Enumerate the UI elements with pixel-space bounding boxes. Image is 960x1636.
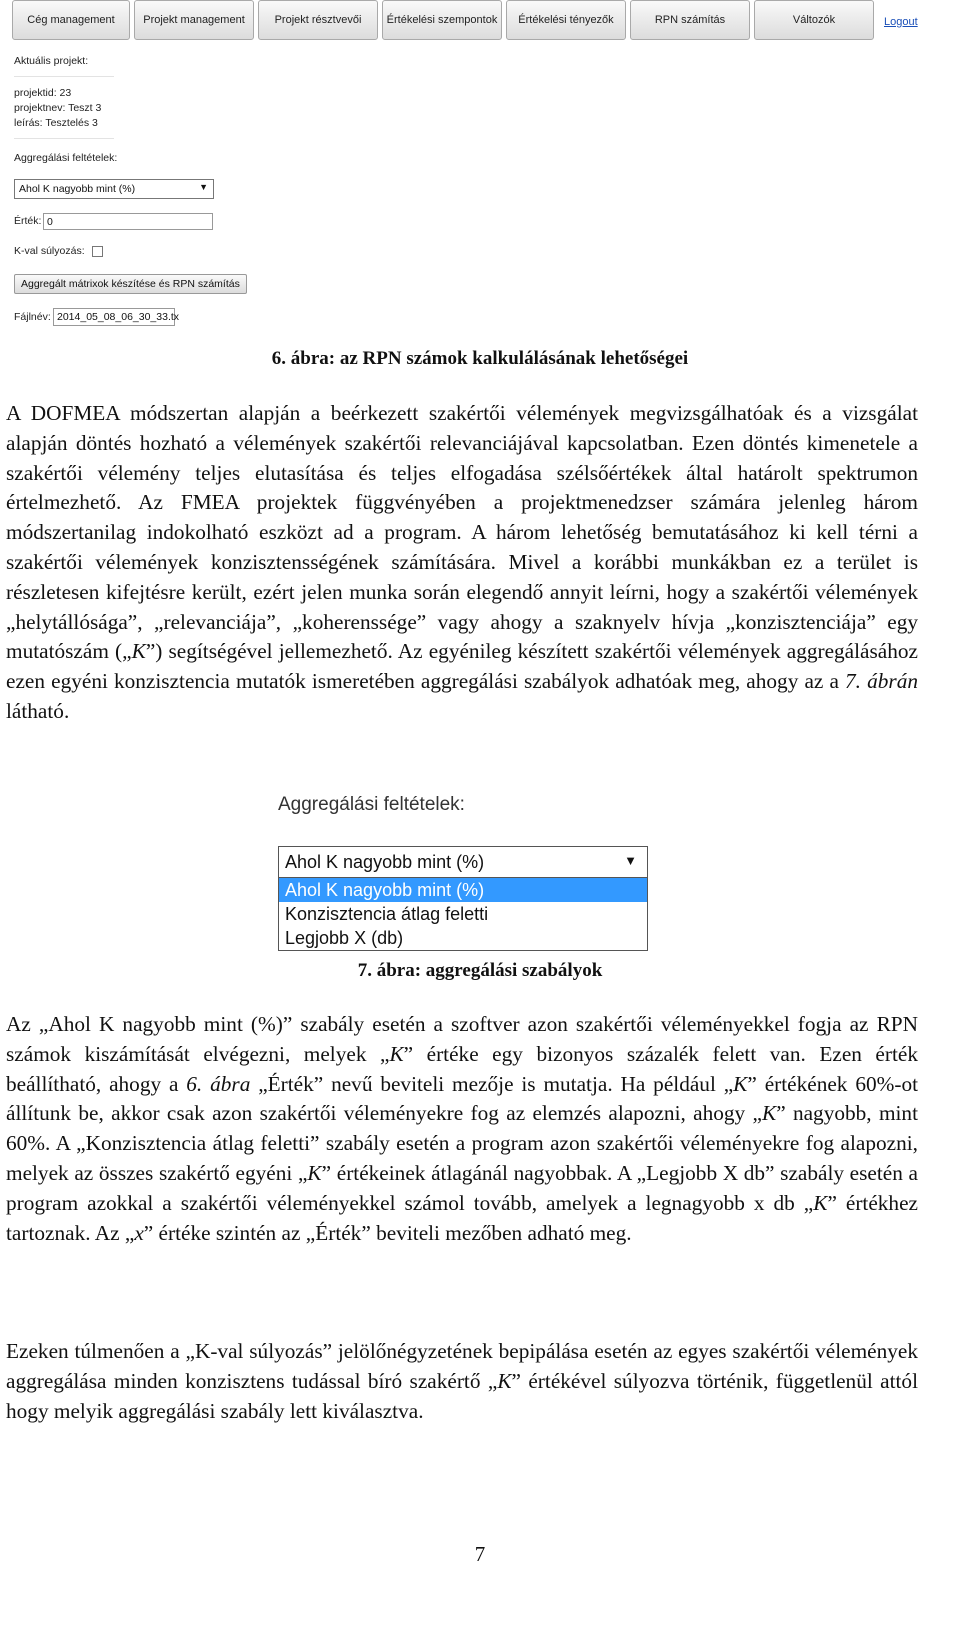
chevron-down-icon: ▼: [624, 853, 637, 868]
text-run: ” értékével súlyozva történik, függetlenül attól hogy melyik aggregálási szabály lett kiválasztva.: [6, 1368, 918, 1423]
text-run: ” nagyobb, mint 60%. A „Konzisztencia átlag feletti” szabály esetén a program azon szakértői véleményekre fog alapozni, melyek az összes szakértő egyéni „: [6, 1101, 918, 1185]
nav-project-management[interactable]: Projekt management: [134, 0, 254, 40]
project-id: projektid: 23: [14, 87, 72, 99]
divider: [14, 76, 114, 77]
paragraph-2: [6, 1010, 918, 1248]
variable-k: K: [733, 1071, 748, 1096]
text-run: ” értéke szintén az „Érték” beviteli mezőben adható meg.: [143, 1220, 632, 1245]
nav-evaluation-factors[interactable]: Értékelési tényezők: [506, 0, 626, 40]
project-name: projektnev: Teszt 3: [14, 102, 102, 114]
variable-x: x: [134, 1220, 144, 1245]
nav-company-management[interactable]: Cég management: [12, 0, 130, 40]
figure-6-caption: 6. ábra: az RPN számok kalkulálásának lehetőségei: [271, 348, 689, 369]
text-run: Az „Ahol K nagyobb mint (%)” szabály esetén a szoftver azon szakértői véleményekkel fogja az RPN számok kiszámítását elvégezni, melyek „: [6, 1012, 918, 1066]
divider: [14, 138, 114, 139]
nav-project-participants[interactable]: Projekt résztvevői: [258, 0, 378, 40]
aggregation-select-value: Ahol K nagyobb mint (%): [19, 183, 136, 195]
nav-evaluation-criteria[interactable]: Értékelési szempontok: [382, 0, 502, 40]
variable-k: K: [307, 1160, 322, 1185]
variable-k: K: [131, 639, 146, 664]
aggregation-label: Aggregálási feltételek:: [14, 152, 118, 164]
filename-input[interactable]: 2014_05_08_06_30_33.tx: [53, 308, 175, 326]
rpn-app-screenshot: [12, 0, 937, 345]
dropdown-select[interactable]: [278, 846, 648, 878]
text-run: A DOFMEA módszertan alapján a beérkezett szakértői vélemények megvizsgálhatóak és a vizsgálat alapján döntés hozható a vélemények szakértői relevanciájával kapcsolatban. Ezen döntés kimenetele a szakértői vélemény teljes elutasítása és teljes elfogadása szélsőértékek által határolt spektrumon értelmezhető. Az FMEA projektek függvényében a projektmenedzser számára jelenleg három módszertanilag indokolható eszközt ad a program. A három lehetőség bemutatásához ki kell térni a szakértői vélemények konzisztensségének számítására. Mivel a korábbi munkákban ez a terület is részletesen kifejtésre került, ezért jelen munka során elegendő annyit leírni, hogy a szakértői vélemények „helytállósága”, „relevanciája”, „koherenssége” vagy ahogy a szaknyelv hívja „konzisztenciája” egy mutatószám („: [6, 401, 918, 664]
variable-k: K: [497, 1368, 512, 1393]
page-number: 7: [474, 1542, 486, 1566]
paragraph-3: [6, 1337, 918, 1426]
paragraph-1: [6, 399, 918, 727]
chevron-down-icon: ▼: [199, 182, 208, 192]
logout-link[interactable]: Logout: [884, 16, 918, 28]
figure-ref: 7. ábrán: [845, 669, 918, 694]
text-run: ” értékhez tartoznak. Az „: [6, 1190, 918, 1245]
weight-checkbox[interactable]: [92, 246, 103, 257]
aggregation-dropdown-figure: [276, 790, 656, 960]
dropdown-option[interactable]: Ahol K nagyobb mint (%): [279, 878, 647, 902]
project-description: leírás: Tesztelés 3: [14, 117, 98, 129]
variable-k: K: [761, 1101, 777, 1126]
text-run: „Érték” nevű beviteli mezője is mutatja. Ha például „: [250, 1071, 734, 1096]
figure-7-caption: 7. ábra: aggregálási szabályok: [357, 960, 603, 981]
aggregate-rpn-button[interactable]: Aggregált mátrixok készítése és RPN számítás: [14, 274, 247, 294]
text-run: ” értékeinek átlagánál nagyobbak. A „Legjobb X db” szabály esetén a program azokkal a szakértői véleményekkel számol tovább, amelyek a legnagyobb x db „: [6, 1160, 918, 1215]
figure-ref: 6. ábra: [186, 1071, 251, 1096]
dropdown-option[interactable]: Legjobb X (db): [285, 927, 404, 948]
weight-label: K-val súlyozás:: [14, 245, 85, 257]
dropdown-option[interactable]: Konzisztencia átlag feletti: [285, 903, 489, 924]
current-project-label: Aktuális projekt:: [14, 55, 89, 67]
filename-label: Fájlnév:: [14, 311, 51, 323]
value-input[interactable]: 0: [43, 213, 213, 230]
text-run: látható.: [6, 698, 70, 723]
nav-rpn-calculation[interactable]: RPN számítás: [630, 0, 750, 40]
variable-k: K: [813, 1190, 828, 1215]
nav-variables[interactable]: Változók: [754, 0, 874, 40]
dropdown-title: Aggregálási feltételek:: [278, 794, 465, 815]
aggregation-select[interactable]: [14, 179, 214, 199]
dropdown-selected-value: Ahol K nagyobb mint (%): [285, 851, 485, 872]
top-navigation: [12, 0, 937, 44]
text-run: ” értékének 60%-ot állítunk be, akkor csak azon szakértői véleményekre fog az elemzés alapozni, ahogy „: [6, 1071, 919, 1126]
text-run: ” értéke egy bizonyos százalék felett van. Ezen érték beállítható, ahogy a: [6, 1041, 918, 1096]
variable-k: K: [389, 1041, 404, 1066]
text-run: Ezeken túlmenően a „K-val súlyozás” jelölőnégyzetének bepipálása esetén az egyes szakértői vélemények aggregálása minden konzisztens tudással bíró szakértő „: [6, 1339, 918, 1393]
value-label: Érték:: [14, 215, 42, 227]
dropdown-options: [278, 877, 648, 951]
text-run: ”) segítségével jellemezhető. Az egyénileg készített szakértői vélemények aggregálásához ezen egyéni konzisztencia mutatók ismeretében aggregálási szabályok adhatóak meg, ahogy az a: [6, 639, 918, 694]
